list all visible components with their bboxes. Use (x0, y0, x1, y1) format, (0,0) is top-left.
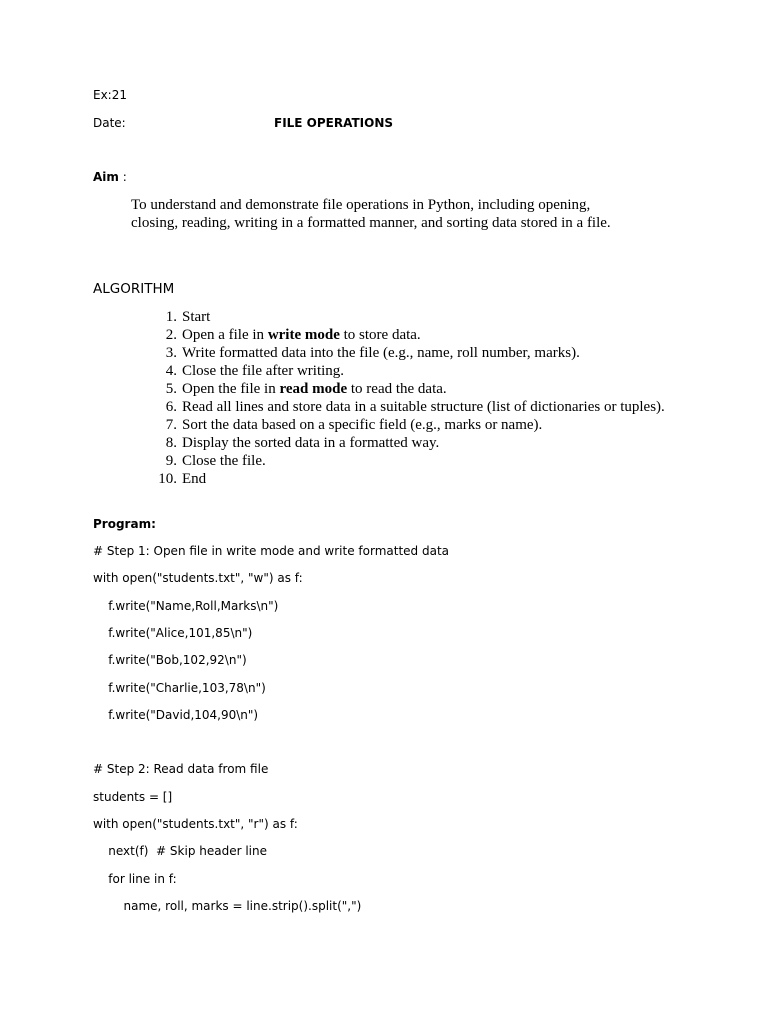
step-number: 6. (165, 399, 177, 415)
code-line: students = [] (93, 789, 173, 804)
step-number: 1. (165, 309, 177, 325)
code-line: with open("students.txt", "r") as f: (93, 817, 298, 831)
aim-heading (93, 170, 127, 184)
aim-label: Aim (93, 170, 119, 184)
step-text (182, 362, 344, 380)
step-number: 4. (165, 363, 177, 379)
step-number: 7. (165, 417, 177, 433)
step-number: 8. (165, 435, 177, 451)
code-line: # Step 1: Open file in write mode and write formatted data (93, 544, 449, 558)
algorithm-step (150, 434, 665, 452)
algorithm-step (150, 452, 665, 470)
code-line: # Step 2: Read data from file (93, 762, 269, 777)
algorithm-step (150, 398, 665, 416)
step-text (182, 380, 447, 398)
step-text-pre: Read all lines and store data in a suitable structure (list of dictionaries or tuples). (182, 399, 665, 415)
step-text-pre: Display the sorted data in a formatted way. (182, 435, 440, 451)
step-text-pre: Open a file in (182, 327, 268, 343)
step-text (182, 452, 266, 470)
code-line: f.write("Bob,102,92\n") (93, 653, 247, 668)
step-text (182, 416, 542, 434)
algorithm-heading: ALGORITHM (93, 281, 175, 297)
code-line: f.write("Alice,101,85\n") (93, 625, 253, 640)
step-text (182, 326, 421, 344)
code-line: next(f) # Skip header line (93, 844, 268, 859)
algorithm-step (150, 416, 665, 434)
step-text-pre: Close the file. (182, 453, 266, 469)
step-text (182, 470, 206, 488)
algorithm-step (150, 380, 665, 398)
step-text-pre: Write formatted data into the file (e.g., name, roll number, marks). (182, 345, 580, 361)
step-text (182, 434, 439, 452)
aim-colon: : (118, 170, 127, 184)
step-number: 10. (158, 471, 177, 487)
step-text-post: to store data. (339, 327, 421, 343)
step-number: 3. (165, 345, 177, 361)
step-text (182, 308, 210, 326)
algorithm-step (150, 362, 665, 380)
code-line: name, roll, marks = line.strip().split(",") (93, 898, 362, 913)
step-number: 5. (165, 381, 177, 397)
algorithm-step (150, 308, 665, 326)
step-text (182, 344, 580, 362)
algorithm-step (150, 326, 665, 344)
algorithm-step (150, 470, 665, 488)
step-number: 9. (165, 453, 177, 469)
step-text-pre: Sort the data based on a specific field (e.g., marks or name). (182, 417, 543, 433)
step-text-bold: write mode (267, 327, 340, 343)
step-text (182, 398, 665, 416)
step-text-pre: Start (182, 309, 211, 325)
code-line: f.write("Charlie,103,78\n") (93, 680, 266, 695)
exercise-number: Ex:21 (93, 88, 127, 102)
aim-text: To understand and demonstrate file operations in Python, including opening, closing, reading, writing in a formatted manner, and sorting data stored in a file. (131, 197, 611, 231)
step-number: 2. (165, 327, 177, 343)
code-line: for line in f: (93, 871, 177, 886)
code-line: f.write("David,104,90\n") (93, 707, 259, 722)
date-label: Date: (93, 116, 126, 130)
algorithm-list (150, 308, 665, 488)
step-text-pre: Close the file after writing. (182, 363, 345, 379)
step-text-pre: End (182, 471, 207, 487)
code-line: f.write("Name,Roll,Marks\n") (93, 598, 279, 613)
document-title: FILE OPERATIONS (274, 116, 394, 130)
code-line: with open("students.txt", "w") as f: (93, 571, 303, 586)
step-text-bold: read mode (279, 381, 348, 397)
program-label: Program: (93, 517, 156, 531)
step-text-post: to read the data. (347, 381, 447, 397)
algorithm-step (150, 344, 665, 362)
step-text-pre: Open the file in (182, 381, 280, 397)
